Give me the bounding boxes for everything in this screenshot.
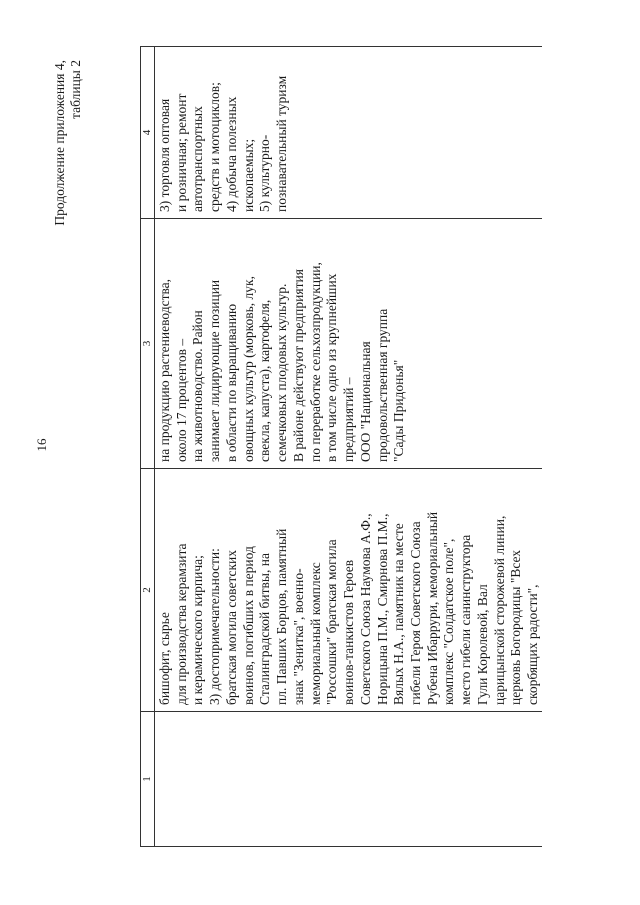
cell-text-line: автотранспортных [190, 106, 206, 212]
cell-text-line: пл. Павших Борцов, памятный [274, 528, 290, 705]
cell-text-line: воинов-танкистов Героев [341, 559, 357, 705]
continuation-heading [52, 60, 84, 226]
cell-text-line: 5) культурно- [257, 134, 273, 212]
cell-text-line: около 17 процентов – [173, 338, 189, 462]
cell-text-line: семечковых плодовых культур. [274, 283, 290, 462]
cell-text-line: Вялых Н.А., памятник на месте [391, 523, 407, 705]
column-number-3: 3 [141, 219, 155, 469]
cell-text-line: братская могила советских [223, 549, 239, 705]
cell-col2 [155, 469, 542, 712]
cell-text-line: Сталинградской битвы, на [257, 553, 273, 705]
cell-text-line: 3) достопримечательности: [207, 548, 223, 705]
cell-text-line: мемориальный комплекс [307, 562, 323, 705]
continuation-line-1: Продолжение приложения 4, [52, 60, 67, 226]
table-header-row [141, 47, 155, 847]
cell-text-line: и розничная; ремонт [173, 93, 189, 212]
cell-text-line: средств и мотоциклов; [207, 82, 223, 212]
cell-text-line: ископаемых; [240, 138, 256, 212]
cell-text-line: царицынской сторожевой линии, [491, 515, 507, 705]
cell-text-line: Советского Союза Наумова А.Ф., [357, 513, 373, 705]
cell-text-line: воинов, погибших в период [240, 546, 256, 705]
cell-text-line: по переработке сельхозпродукции, [307, 262, 323, 462]
cell-text-line: свекла, капуста), картофеля, [257, 299, 273, 462]
cell-text-line: скорбящих радости", [525, 584, 541, 705]
column-number-2: 2 [141, 469, 155, 712]
cell-text-line: 3) торговля оптовая [157, 98, 172, 212]
cell-col1 [155, 712, 542, 847]
cell-text-line: для производства керамзита [173, 543, 189, 705]
cell-text-line: ООО "Национальная [357, 341, 373, 462]
table-row [155, 47, 542, 847]
cell-text-line: Рубена Ибаррури, мемориальный [424, 511, 440, 705]
cell-text-line: место гибели санинструктора [458, 534, 474, 705]
cell-text-line: Гули Королевой, Вал [474, 584, 490, 705]
cell-text-line: овощных культур (морковь, лук, [240, 276, 256, 462]
cell-text-line: в том числе одно из крупнейших [324, 273, 340, 462]
cell-text-line: продовольственная группа [374, 308, 390, 462]
cell-text-line: церковь Богородицы "Всех [508, 549, 524, 705]
cell-col3 [155, 219, 542, 469]
cell-text-line: "Сады Придонья" [391, 359, 407, 462]
cell-text-line: на животноводство. Район [190, 310, 206, 462]
continuation-line-2: таблицы 2 [67, 60, 83, 119]
column-number-1: 1 [141, 712, 155, 847]
cell-text-line: в области по выращиванию [223, 303, 239, 462]
cell-text-line: на продукцию растениеводства, [157, 278, 172, 462]
page-number: 16 [34, 438, 49, 452]
cell-text-line: бишофит, сырье [157, 612, 172, 705]
cell-text-line: знак "Зенитка", военно- [290, 568, 306, 705]
appendix-table [140, 46, 542, 847]
column-number-4: 4 [141, 47, 155, 219]
cell-text-line: предприятий – [341, 377, 357, 462]
cell-text-line: 4) добыча полезных [223, 96, 239, 212]
cell-col4 [155, 47, 542, 219]
cell-text-line: познавательный туризм [274, 75, 290, 212]
cell-text-line: гибели Героя Советского Союза [408, 521, 424, 705]
cell-text-line: В районе действуют предприятия [290, 269, 306, 462]
cell-text-line: и керамического кирпича; [190, 555, 206, 705]
cell-text-line: комплекс "Солдатское поле", [441, 538, 457, 705]
cell-text-line: Норицына П.М., Смирнова П.М., [374, 513, 390, 705]
cell-text-line: "Россошки" братская могила [324, 539, 340, 705]
cell-text-line: занимает лидирующие позиции [207, 279, 223, 462]
